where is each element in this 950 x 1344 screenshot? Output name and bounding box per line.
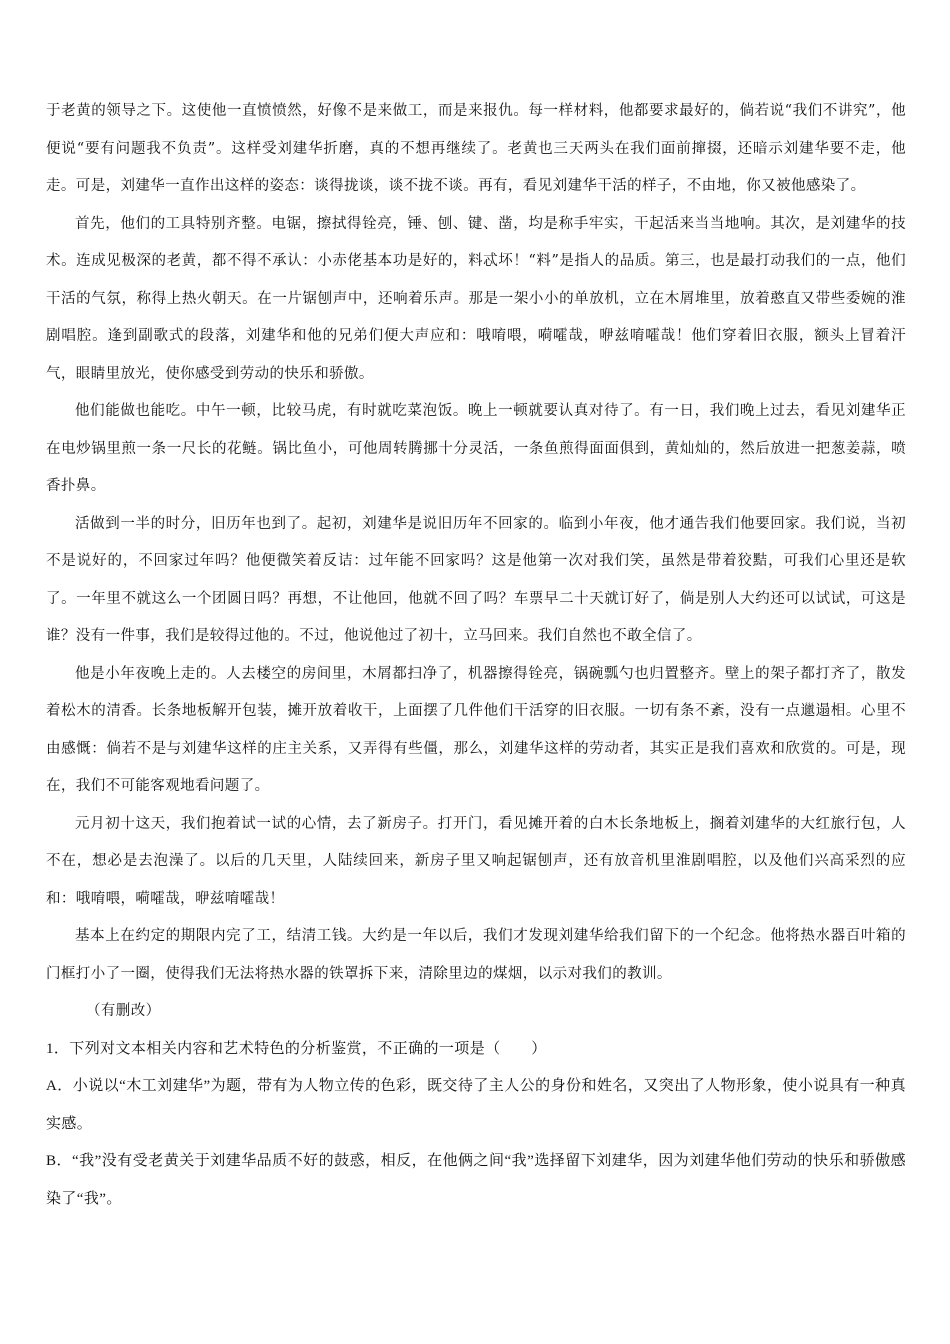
source-note: （有删改） bbox=[86, 1003, 161, 1019]
paragraph-2: 首先，他们的工具特别齐整。电锯，擦拭得铨亮，锤、刨、键、凿，均是称手牢实，干起活来当当地响。其次，是刘建华的技术。连成见极深的老黄，都不得不承认：小赤佬基本功是好的，料忒坏！“料”是指人的品质。第三，也是最打动我们的一点，他们干活的气氛，称得上热火朝天。在一片锯刨声中，还响着乐声。那是一架小小的单放机，立在木屑堆里，放着憨直又带些委婉的淮剧唱腔。逢到副歌式的段落，刘建华和他的兄弟们便大声应和：哦唷喂，嗬嚯哉，咿兹唷嚯哉！他们穿着旧衣服，额头上冒着汗气，眼睛里放光，使你感受到劳动的快乐和骄傲。 bbox=[46, 215, 906, 382]
option-b: B．“我”没有受老黄关于刘建华品质不好的鼓惑，相反，在他俩之间“我”选择留下刘建华，因为刘建华他们劳动的快乐和骄傲感染了“我”。 bbox=[46, 1153, 906, 1207]
document-page bbox=[46, 93, 906, 1218]
option-a: A．小说以“木工刘建华”为题，带有为人物立传的色彩，既交待了主人公的身份和姓名，又突出了人物形象，使小说具有一种真实感。 bbox=[46, 1078, 906, 1132]
paragraph-1: 于老黄的领导之下。这使他一直愤愤然，好像不是来做工，而是来报仇。每一样材料，他都要求最好的，倘若说“我们不讲究”，他便说“要有问题我不负责”。这样受刘建华折磨，真的不想再继续了。老黄也三天两头在我们面前撺掇，还暗示刘建华要不走，他走。可是，刘建华一直作出这样的姿态：谈得拢谈，谈不拢不谈。再有，看见刘建华干活的样子，不由地，你又被他感染了。 bbox=[46, 103, 906, 194]
paragraph-5: 他是小年夜晚上走的。人去楼空的房间里，木屑都扫净了，机器擦得铨亮，锅碗瓢勺也归置整齐。壁上的架子都打齐了，散发着松木的清香。长条地板解开包装，摊开放着收干，上面摆了几件他们干活穿的旧衣服。一切有条不紊，没有一点邋遢相。心里不由感慨：倘若不是与刘建华这样的庄主关系，又弄得有些僵，那么，刘建华这样的劳动者，其实正是我们喜欢和欣赏的。可是，现在，我们不可能客观地看问题了。 bbox=[46, 665, 906, 794]
paragraph-3: 他们能做也能吃。中午一顿，比较马虎，有时就吃菜泡饭。晚上一顿就要认真对待了。有一日，我们晚上过去，看见刘建华正在电炒锅里煎一条一尺长的花鲢。锅比鱼小，可他周转腾挪十分灵活，一条鱼煎得面面俱到，黄灿灿的，然后放进一把葱姜蒜，喷香扑鼻。 bbox=[46, 403, 906, 494]
question-stem: 1．下列对文本相关内容和艺术特色的分析鉴赏，不正确的一项是（ ） bbox=[46, 1040, 547, 1057]
paragraph-4: 活做到一半的时分，旧历年也到了。起初，刘建华是说旧历年不回家的。临到小年夜，他才通告我们他要回家。我们说，当初不是说好的，不回家过年吗？他便微笑着反诘：过年能不回家吗？这是他第一次对我们笑，虽然是带着狡黠，可我们心里还是软了。一年里不就这么一个团圆日吗？再想，不让他回，他就不回了吗？车票早二十天就订好了，倘是别人大约还可以试试，可这是谁？没有一件事，我们是较得过他的。不过，他说他过了初十，立马回来。我们自然也不敢全信了。 bbox=[46, 515, 906, 644]
paragraph-7: 基本上在约定的期限内完了工，结清工钱。大约是一年以后，我们才发现刘建华给我们留下的一个纪念。他将热水器百叶箱的门框打小了一圈，使得我们无法将热水器的铁罩拆下来，清除里边的煤烟，以示对我们的教训。 bbox=[46, 928, 906, 982]
paragraph-6: 元月初十这天，我们抱着试一试的心情，去了新房子。打开门，看见摊开着的白木长条地板上，搁着刘建华的大红旅行包，人不在，想必是去泡澡了。以后的几天里，人陆续回来，新房子里又响起锯刨声，还有放音机里淮剧唱腔，以及他们兴高采烈的应和：哦唷喂，嗬嚯哉，咿兹唷嚯哉！ bbox=[46, 815, 906, 907]
